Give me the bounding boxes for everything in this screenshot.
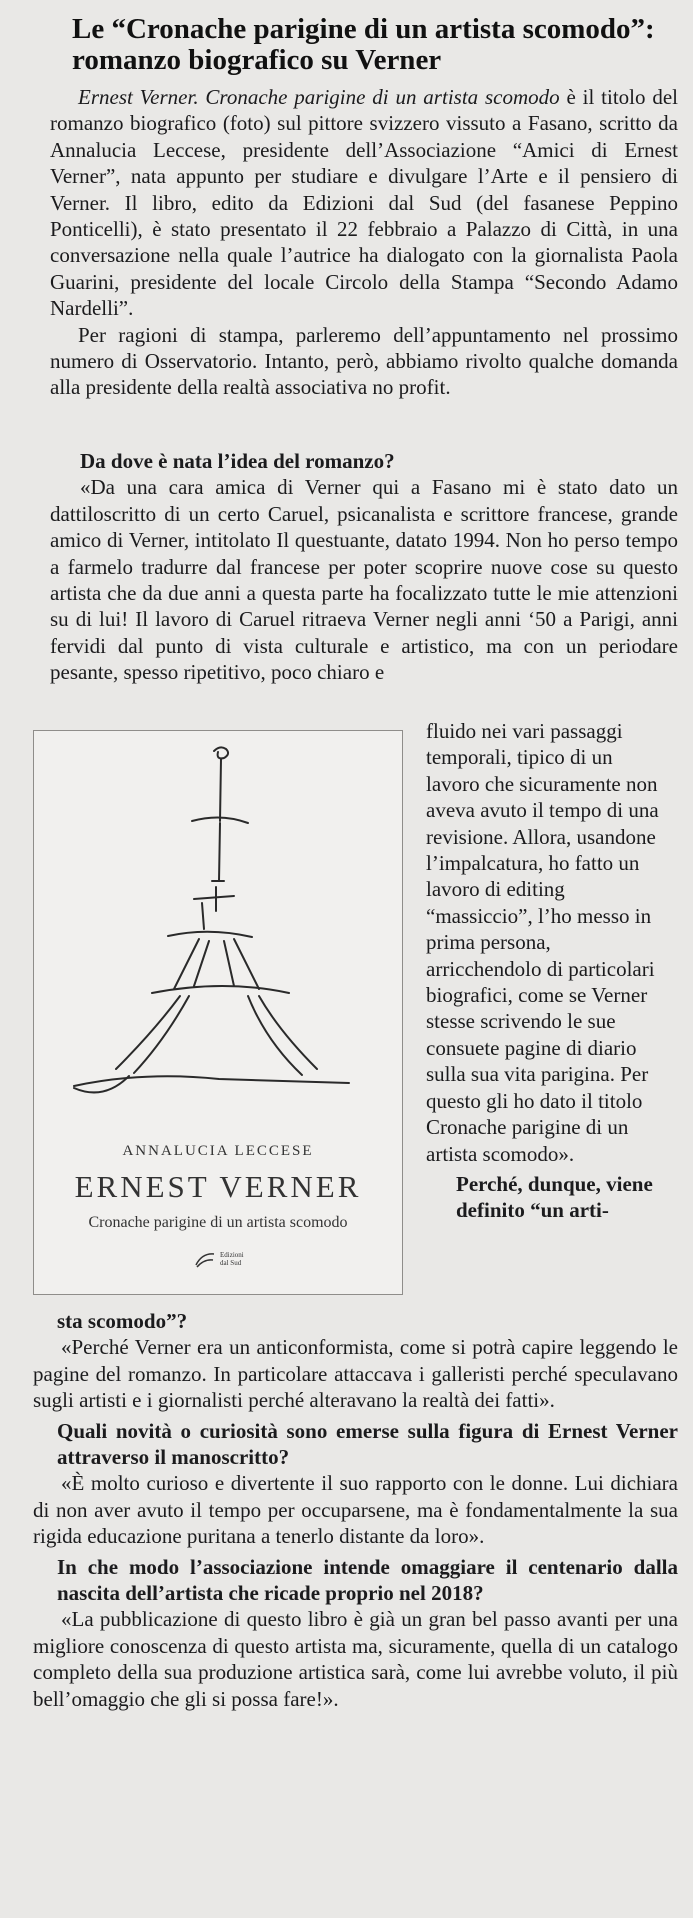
- publisher-logo-icon: [194, 1251, 216, 1269]
- answer-2: «Perché Verner era un anticonformista, come si potrà capire leggendo le pagine del romanzo. In particolare attaccava i galleristi perché speculavano sugli artisti e i giornalisti perché alteravano la realtà dei fatti».: [33, 1335, 678, 1413]
- question-4: In che modo l’associazione intende omaggiare il centenario dalla nascita dell’artista che ricade proprio nel 2018?: [57, 1554, 678, 1606]
- publisher-line-1: Edizioni: [220, 1251, 244, 1259]
- question-2-part-1: Perché, dunque, viene definito “un arti-: [456, 1171, 653, 1223]
- intro-paragraph-2: Per ragioni di stampa, parleremo dell’appuntamento nel prossimo numero di Osservatorio. Intanto, però, abbiamo rivolto qualche domanda alla presidente della realtà associativa no profit.: [50, 322, 678, 400]
- qa-block-1: [50, 448, 678, 686]
- lower-article-section: [33, 1308, 678, 1712]
- answer-1-side-column: [426, 718, 666, 1224]
- question-2-part-2: sta scomodo”?: [57, 1309, 188, 1333]
- answer-4: «La pubblicazione di questo libro è già un gran bel passo avanti per una migliore conoscenza di questo artista ma, sicuramente, quella di un catalogo completo della sua produzione artistica sarà, come lui avrebbe voluto, il più bell’omaggio che gli si possa fare!».: [33, 1607, 678, 1711]
- intro-paragraph-1-text: è il titolo del romanzo biografico (foto) sul pittore svizzero vissuto a Fasano, scritto da Annalucia Leccese, presidente dell’Associazione “Amici di Ernest Verner”, nata appunto per studiare e divulgare l’Arte e il pensiero di Verner. Il libro, edito da Edizioni dal Sud (del fasanese Peppino Ponticelli), è stato presentato il 22 febbraio a Palazzo di Città, in una conversazione nella quale l’autrice ha dialogato con la giornalista Paola Guarini, presidente del locale Circolo della Stampa “Secondo Adamo Nardelli”.: [50, 85, 679, 321]
- publisher-name: [220, 1251, 244, 1267]
- article-intro: [50, 84, 678, 401]
- eiffel-tower-drawing: [34, 731, 402, 1294]
- book-title: ERNEST VERNER: [74, 1169, 362, 1204]
- question-1: Da dove è nata l’idea del romanzo?: [80, 449, 395, 473]
- answer-1-main: «Da una cara amica di Verner qui a Fasano mi è stato dato un dattiloscritto di un certo Caruel, psicanalista e scrittore francese, grande amico di Verner, intitolato Il questuante, datato 1994. Non ho perso tempo a farmelo tradurre dal francese per poter scoprire nuove cose su questo artista che da due anni a questa parte ha focalizzato tutte le mie attenzioni su di lui! Il lavoro di Caruel ritraeva Verner negli anni ‘50 a Parigi, anni fervidi dal punto di vista culturale e artistico, ma con un periodare pesante, spesso ripetitivo, poco chiaro e: [50, 475, 678, 685]
- book-author: ANNALUCIA LECCESE: [122, 1143, 314, 1159]
- answer-3: «È molto curioso e divertente il suo rapporto con le donne. Lui dichiara di non aver avuto il tempo per occuparsene, ma è fondamentalmente la sua rigida educazione puritana a tenerlo distante da loro».: [33, 1471, 678, 1549]
- article-title: Le “Cronache parigine di un artista scomodo”: romanzo biografico su Verner: [72, 13, 655, 76]
- question-3: Quali novità o curiosità sono emerse sulla figura di Ernest Verner attraverso il manoscritto?: [57, 1418, 678, 1470]
- intro-paragraph-1: [50, 84, 678, 322]
- answer-1-continuation: fluido nei vari passaggi temporali, tipico di un lavoro che sicuramente non aveva avuto il tempo di una revisione. Allora, usandone l’impalcatura, ho fatto un lavoro di editing “massiccio”, l’ho messo in prima persona, arricchendolo di particolari biografici, come se Verner stesse scrivendo le sue consuete pagine di diario sulla sua vita parigina. Per questo gli ho dato il titolo Cronache parigine di un artista scomodo».: [426, 719, 659, 1166]
- publisher-line-2: dal Sud: [220, 1259, 242, 1267]
- book-subtitle: Cronache parigine di un artista scomodo: [88, 1214, 348, 1231]
- book-cover-image: [33, 730, 403, 1295]
- intro-lead-italic: Ernest Verner. Cronache parigine di un artista scomodo: [78, 85, 560, 109]
